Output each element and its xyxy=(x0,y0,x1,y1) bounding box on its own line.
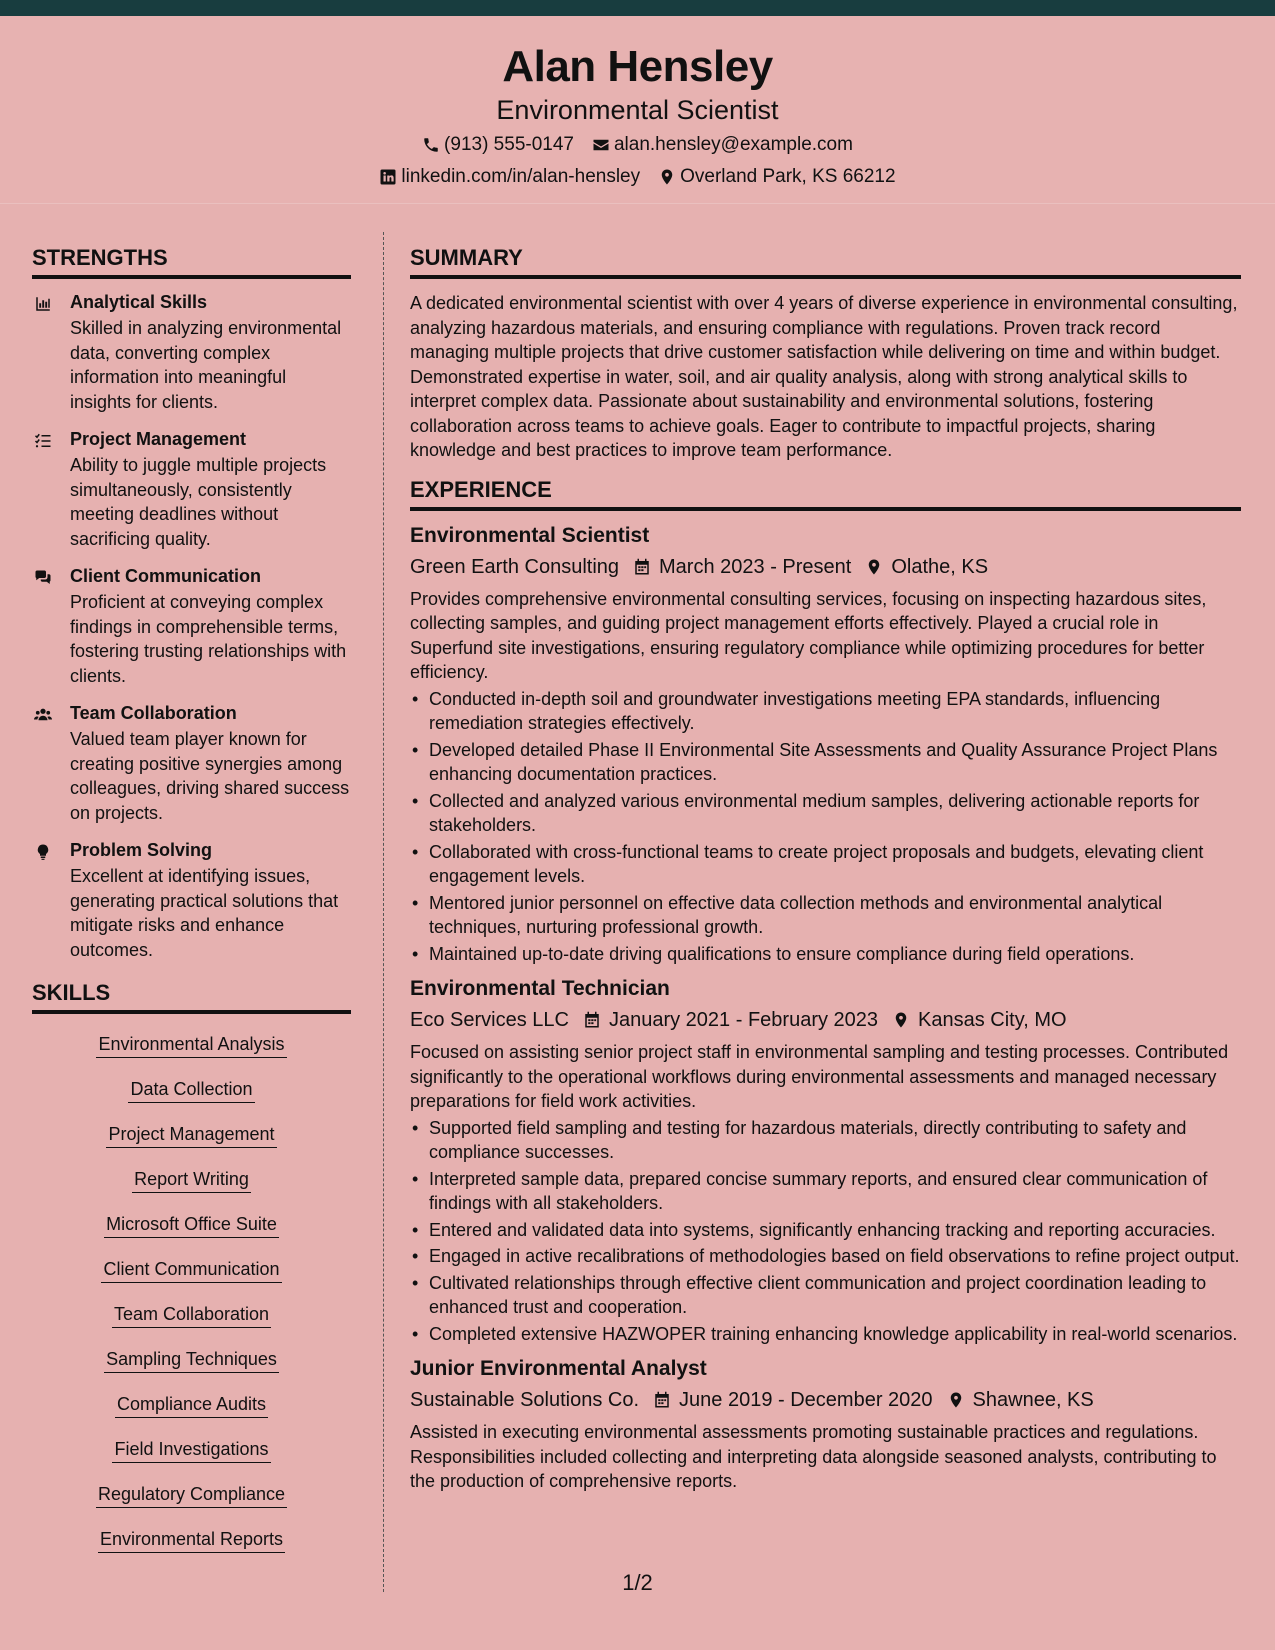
email-contact[interactable] xyxy=(592,134,853,156)
location-text: Overland Park, KS 66212 xyxy=(680,166,896,187)
job-description: Provides comprehensive environmental consulting services, focusing on inspecting hazardous sites, collecting samples, and guiding project management efforts effectively. Played a crucial role in Superfund site investigations, ensuring regulatory compliance while optimizing procedures for better efficiency. xyxy=(410,588,1207,682)
contact-row-2 xyxy=(0,166,1275,188)
skill-tag: Data Collection xyxy=(128,1077,254,1103)
skill-tag: Project Management xyxy=(106,1122,276,1148)
skills-heading: SKILLS xyxy=(32,980,351,1014)
strength-item xyxy=(32,839,351,962)
phone-contact xyxy=(422,134,574,156)
map-pin-icon xyxy=(865,558,883,576)
skill-tag: Microsoft Office Suite xyxy=(104,1212,279,1238)
bullet-item: • Entered and validated data into systems, significantly enhancing tracking and reporting accuracies. xyxy=(410,1218,1241,1243)
job-meta xyxy=(410,1007,1241,1033)
right-column xyxy=(410,245,1241,1496)
strength-desc: Proficient at conveying complex findings in comprehensible terms, fostering trusting relationships with clients. xyxy=(70,592,347,686)
phone-icon xyxy=(422,136,440,154)
skill-tag: Field Investigations xyxy=(112,1437,270,1463)
bullet-item: • Maintained up-to-date driving qualifications to ensure compliance during field operations. xyxy=(410,942,1241,967)
lightbulb-icon xyxy=(34,843,52,861)
strength-desc: Valued team player known for creating positive synergies among colleagues, driving shared success on projects. xyxy=(70,729,350,823)
map-pin-icon xyxy=(892,1011,910,1029)
linkedin-text[interactable]: linkedin.com/in/alan-hensley xyxy=(401,166,641,187)
map-pin-icon xyxy=(947,1391,965,1409)
top-accent-bar xyxy=(0,0,1275,16)
location-contact xyxy=(658,166,895,188)
job-bullets xyxy=(410,687,1241,967)
job-dates: March 2023 - Present xyxy=(659,555,852,578)
summary-heading: SUMMARY xyxy=(410,245,1241,279)
strength-title: Project Management xyxy=(70,429,247,449)
skill-tag: Report Writing xyxy=(132,1167,251,1193)
calendar-icon xyxy=(633,558,651,576)
summary-text: A dedicated environmental scientist with over 4 years of diverse experience in environmental consulting, analyzing hazardous materials, and ensuring compliance with regulations. Proven track record managing multiple projects that drive customer satisfaction while delivering on time and within budget. Demonstrated expertise in water, soil, and air quality analysis, along with strong analytical skills to interpret complex data. Passionate about sustainability and environmental solutions, fostering collaboration across teams to achieve goals. Eager to contribute to impactful projects, sharing knowledge and best practices to improve team performance. xyxy=(410,293,1238,460)
job-description: Focused on assisting senior project staff in environmental sampling and testing processes. Contributed significantly to the operational workflows during environmental assessments and managed necessary preparations for field work activities. xyxy=(410,1042,1229,1111)
job-bullets xyxy=(410,1116,1241,1347)
job-company: Sustainable Solutions Co. xyxy=(410,1389,640,1411)
calendar-icon xyxy=(583,1011,601,1029)
skill-tag: Compliance Audits xyxy=(115,1392,268,1418)
users-icon xyxy=(34,706,52,724)
skill-tag: Regulatory Compliance xyxy=(96,1482,287,1508)
bar-chart-icon xyxy=(34,295,52,313)
job-location: Kansas City, MO xyxy=(918,1009,1067,1031)
job-location-group xyxy=(947,1387,1094,1413)
skill-tag: Client Communication xyxy=(101,1257,281,1283)
strength-item xyxy=(32,702,351,825)
bullet-item: • Engaged in active recalibrations of methodologies based on field observations to refine project output. xyxy=(410,1244,1241,1269)
strength-desc: Excellent at identifying issues, generating practical solutions that mitigate risks and enhance outcomes. xyxy=(70,866,339,960)
bullet-item: • Collected and analyzed various environmental medium samples, delivering actionable reports for stakeholders. xyxy=(410,789,1241,838)
job-dates: January 2021 - February 2023 xyxy=(608,1009,879,1031)
strengths-heading: STRENGTHS xyxy=(32,245,351,279)
job-company: Eco Services LLC xyxy=(410,1009,569,1031)
bullet-item: • Mentored junior personnel on effective data collection methods and environmental analytical techniques, nurturing professional growth. xyxy=(410,891,1241,940)
email-text[interactable]: alan.hensley@example.com xyxy=(613,134,853,155)
bullet-item: • Developed detailed Phase II Environmental Site Assessments and Quality Assurance Project Plans enhancing documentation practices. xyxy=(410,738,1241,787)
job-entry xyxy=(410,1356,1241,1494)
job-title: Junior Environmental Analyst xyxy=(410,1357,707,1380)
map-pin-icon xyxy=(658,168,676,186)
job-dates-group xyxy=(633,554,851,580)
job-location-group xyxy=(892,1007,1067,1033)
skill-tag: Environmental Reports xyxy=(98,1527,285,1553)
resume-header xyxy=(0,16,1275,204)
left-column xyxy=(32,245,351,1572)
experience-heading: EXPERIENCE xyxy=(410,477,1241,511)
contact-row-1 xyxy=(0,134,1275,156)
skill-tag: Sampling Techniques xyxy=(104,1347,279,1373)
bullet-item: • Conducted in-depth soil and groundwater investigations meeting EPA standards, influencing remediation strategies effectively. xyxy=(410,687,1241,736)
job-meta xyxy=(410,1387,1241,1413)
job-title: Environmental Technician xyxy=(410,977,670,1000)
strength-title: Analytical Skills xyxy=(70,292,208,312)
column-divider xyxy=(383,232,384,1592)
strength-title: Problem Solving xyxy=(70,840,213,860)
job-dates-group xyxy=(653,1387,933,1413)
strength-title: Client Communication xyxy=(70,566,262,586)
job-meta xyxy=(410,554,1241,580)
skills-list xyxy=(32,1030,351,1572)
candidate-name: Alan Hensley xyxy=(502,42,773,91)
bullet-item: • Cultivated relationships through effective client communication and project coordination leading to enhanced trust and cooperation. xyxy=(410,1271,1241,1320)
strength-item xyxy=(32,428,351,551)
job-location: Shawnee, KS xyxy=(972,1389,1094,1411)
task-list-icon xyxy=(34,432,52,450)
phone-text: (913) 555-0147 xyxy=(444,134,574,155)
strength-item xyxy=(32,291,351,414)
candidate-title: Environmental Scientist xyxy=(496,95,779,125)
job-location: Olathe, KS xyxy=(891,555,989,578)
job-description: Assisted in executing environmental assessments promoting sustainable practices and regulations. Responsibilities included collecting and interpreting data alongside seasoned analysts, contributing to the production of comprehensive reports. xyxy=(410,1422,1217,1491)
skill-tag: Environmental Analysis xyxy=(96,1032,286,1058)
bullet-item: • Completed extensive HAZWOPER training enhancing knowledge applicability in real-world scenarios. xyxy=(410,1322,1241,1347)
strength-item xyxy=(32,565,351,688)
envelope-icon xyxy=(592,136,610,154)
page-number: 1/2 xyxy=(622,1570,653,1595)
bullet-item: • Collaborated with cross-functional teams to create project proposals and budgets, elevating client engagement levels. xyxy=(410,840,1241,889)
job-location-group xyxy=(865,554,988,580)
linkedin-contact[interactable] xyxy=(379,166,640,188)
strength-desc: Ability to juggle multiple projects simultaneously, consistently meeting deadlines without sacrificing quality. xyxy=(70,455,327,549)
linkedin-icon xyxy=(379,168,397,186)
strength-desc: Skilled in analyzing environmental data, converting complex information into meaningful insights for clients. xyxy=(70,318,342,412)
skill-tag: Team Collaboration xyxy=(112,1302,271,1328)
job-company: Green Earth Consulting xyxy=(410,555,620,578)
chat-icon xyxy=(34,569,52,587)
job-entry xyxy=(410,976,1241,1346)
strength-title: Team Collaboration xyxy=(70,703,237,723)
job-entry xyxy=(410,523,1241,967)
bullet-item: • Supported field sampling and testing for hazardous materials, directly contributing to safety and compliance successes. xyxy=(410,1116,1241,1165)
job-dates-group xyxy=(583,1007,878,1033)
job-dates: June 2019 - December 2020 xyxy=(679,1389,933,1411)
bullet-item: • Interpreted sample data, prepared concise summary reports, and ensured clear communication of findings with all stakeholders. xyxy=(410,1167,1241,1216)
job-title: Environmental Scientist xyxy=(410,523,650,547)
calendar-icon xyxy=(653,1391,671,1409)
